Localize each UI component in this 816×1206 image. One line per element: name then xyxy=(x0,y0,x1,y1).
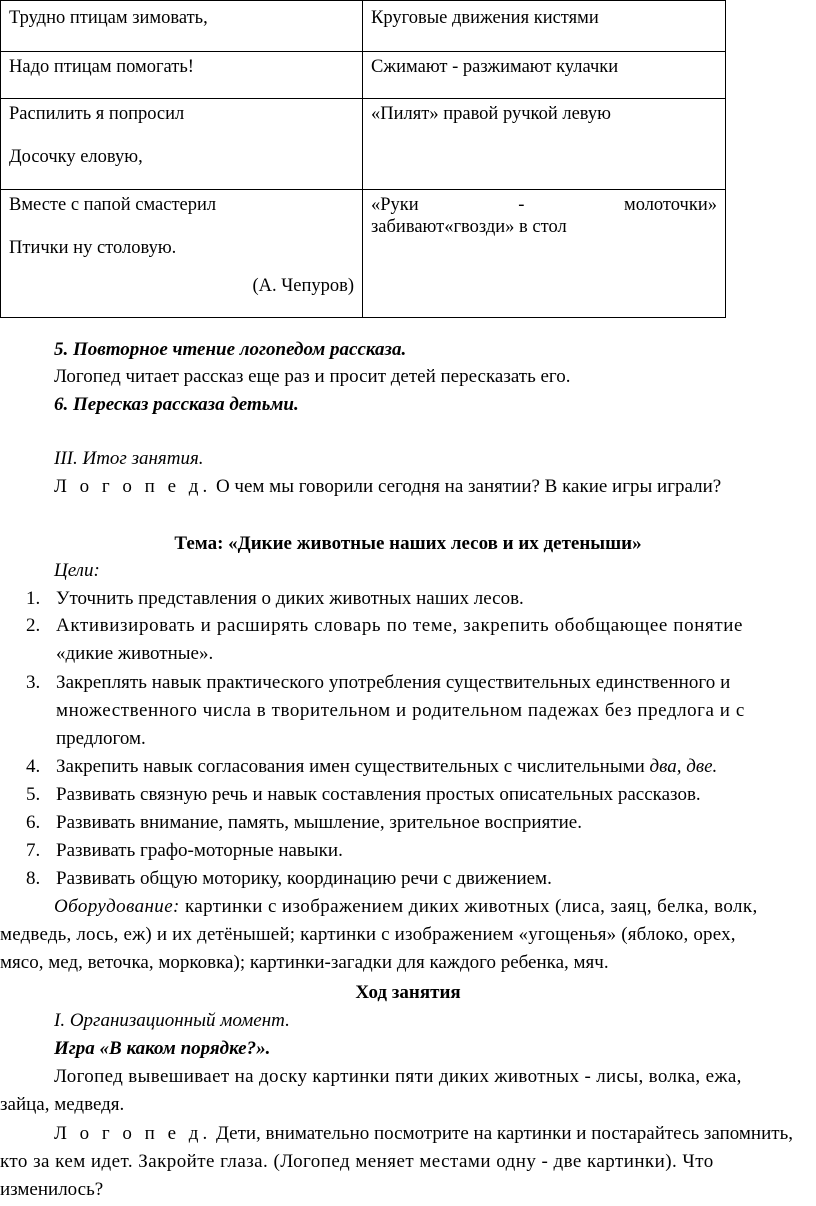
speech-text: Дети, внимательно посмотрите на картинки и постарайтесь запомнить, xyxy=(215,1123,793,1144)
poem-line: Вместе с папой смастерил xyxy=(9,195,217,215)
list-item: Развивать графо-моторные навыки. xyxy=(56,840,343,861)
movement-cell xyxy=(363,52,726,99)
list-number: 1. xyxy=(26,588,41,609)
section-5-text: Логопед читает рассказ еще раз и просит детей пересказать его. xyxy=(54,366,571,387)
movement-word: молоточки» xyxy=(623,195,717,215)
numerals-example: два, две. xyxy=(649,756,718,777)
list-item: Уточнить представления о диких животных наших лесов. xyxy=(56,588,524,609)
list-item-line: Закрепить навык согласования имен существительных с числительными xyxy=(56,756,645,777)
movement-text: Круговые движения кистями xyxy=(371,8,599,28)
movement-text: забивают«гвозди» в стол xyxy=(371,217,567,238)
poem-cell xyxy=(1,99,363,190)
org-moment-heading: I. Организационный момент. xyxy=(54,1010,290,1031)
poem-line: Досочку еловую, xyxy=(9,147,143,168)
movement-text xyxy=(371,194,717,216)
poem-line: Трудно птицам зимовать, xyxy=(9,8,208,28)
movement-word: - xyxy=(518,195,525,215)
equipment-text: картинки с изображением диких животных (лиса, заяц, белка, волк, xyxy=(184,896,758,917)
table-row xyxy=(1,99,726,190)
poem-line: Надо птицам помогать! xyxy=(9,57,194,77)
poem-cell xyxy=(1,52,363,99)
course-title: Ход занятия xyxy=(355,982,461,1003)
poem-line: Распилить я попросил xyxy=(9,104,185,124)
list-item: Развивать общую моторику, координацию речи с движением. xyxy=(56,868,552,889)
list-item xyxy=(56,757,816,776)
game-text-line: зайца, медведя. xyxy=(0,1094,125,1115)
topic-title: Тема: «Дикие животные наших лесов и их детеныши» xyxy=(174,533,642,554)
table-row xyxy=(1,1,726,52)
poem-table xyxy=(0,0,726,318)
list-number: 4. xyxy=(26,756,41,777)
list-item: Закреплять навык практического употребления существительных единственного и xyxy=(56,672,731,693)
list-item-line: «дикие животные». xyxy=(56,643,214,664)
section-5-heading: 5. Повторное чтение логопедом рассказа. xyxy=(54,339,407,360)
list-item xyxy=(56,616,816,635)
list-number: 7. xyxy=(26,840,41,861)
equipment-line xyxy=(54,897,816,916)
speaker-label: Л о г о п е д. xyxy=(54,476,212,497)
movement-word: «Руки xyxy=(371,195,419,215)
speaker-label: Л о г о п е д. xyxy=(54,1123,212,1144)
movement-text: «Пилят» правой ручкой левую xyxy=(371,104,611,124)
list-number: 5. xyxy=(26,784,41,805)
speech-line: изменилось? xyxy=(0,1179,104,1200)
list-item-line: Активизировать и расширять словарь по теме, закрепить обобщающее понятие xyxy=(56,615,744,636)
list-number: 2. xyxy=(26,615,41,636)
game-text-line: Логопед вывешивает на доску картинки пяти диких животных - лисы, волка, ежа, xyxy=(54,1066,742,1087)
speech-line xyxy=(54,1124,816,1143)
movement-cell xyxy=(363,190,726,318)
summary-question: О чем мы говорили сегодня на занятии? В какие игры играли? xyxy=(215,476,722,497)
movement-cell xyxy=(363,99,726,190)
list-item-line: множественного числа в творительном и родительном падежах без предлога и с xyxy=(56,700,745,721)
poem-author: (А. Чепуров) xyxy=(252,276,354,297)
summary-heading: III. Итог занятия. xyxy=(54,448,204,469)
list-item: Развивать связную речь и навык составления простых описательных рассказов. xyxy=(56,784,701,805)
movement-cell xyxy=(363,1,726,52)
speech-line: кто за кем идет. Закройте глаза. (Логопед меняет местами одну - две картинки). Что xyxy=(0,1151,714,1172)
list-item-line: предлогом. xyxy=(56,728,146,749)
section-6-heading: 6. Пересказ рассказа детьми. xyxy=(54,394,299,415)
equipment-line: мясо, мед, веточка, морковка); картинки-загадки для каждого ребенка, мяч. xyxy=(0,952,609,973)
movement-text: Сжимают - разжимают кулачки xyxy=(371,57,619,77)
equipment-label: Оборудование: xyxy=(54,896,180,917)
table-row xyxy=(1,190,726,318)
game-title: Игра «В каком порядке?». xyxy=(54,1038,271,1059)
summary-text xyxy=(54,477,816,496)
list-number: 8. xyxy=(26,868,41,889)
goals-label: Цели: xyxy=(54,560,100,581)
equipment-line: медведь, лось, еж) и их детёнышей; картинки с изображением «угощенья» (яблоко, орех, xyxy=(0,924,736,945)
poem-cell xyxy=(1,190,363,318)
table-row xyxy=(1,52,726,99)
poem-line: Птички ну столовую. xyxy=(9,238,177,259)
list-number: 6. xyxy=(26,812,41,833)
poem-cell xyxy=(1,1,363,52)
list-number: 3. xyxy=(26,672,41,693)
list-item: Развивать внимание, память, мышление, зрительное восприятие. xyxy=(56,812,582,833)
